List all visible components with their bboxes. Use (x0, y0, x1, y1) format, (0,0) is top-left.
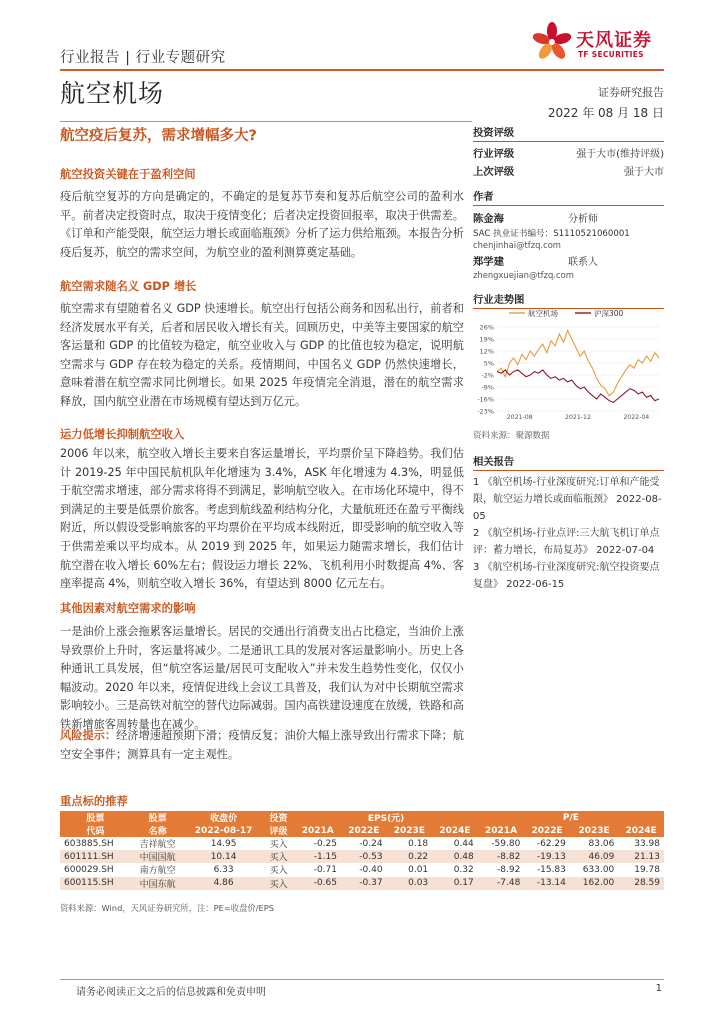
y-tick-label: 19% (479, 335, 494, 344)
y-tick-label: 12% (479, 347, 494, 356)
cell-value: -59.80 (491, 838, 521, 849)
industry-rating-value: 强于大市(维持评级) (576, 149, 664, 160)
x-tick-label: 2021-08 (506, 414, 533, 421)
cell-value: 0.17 (432, 877, 478, 890)
y-tick-label: -9% (481, 383, 494, 392)
previous-rating-label: 上次评级 (473, 166, 515, 178)
th-eps: EPS(元) (294, 811, 477, 824)
legend-label-aviation: 航空机场 (528, 309, 558, 318)
title-divider (60, 121, 472, 122)
related-divider (473, 470, 664, 471)
risk-warning (60, 727, 464, 764)
th-sub: 2022E (524, 824, 570, 837)
related-header: 相关报告 (473, 456, 515, 468)
section-2 (60, 278, 464, 297)
cell-value: 0.44 (453, 838, 474, 849)
table-row (60, 877, 664, 890)
header-divider (60, 69, 664, 71)
cell-code: 601111.SH (60, 850, 131, 863)
th-sub: 2021A (294, 824, 341, 837)
cell-price: 10.14 (185, 850, 263, 863)
cell-value: 28.59 (618, 877, 664, 890)
cell-value: -0.71 (313, 864, 337, 875)
logo-text-cn: 天风证券 (576, 30, 652, 51)
x-tick-label: 2021-12 (565, 414, 591, 421)
th-sub: 2022-08-17 (185, 824, 263, 837)
cell-name: 中国国航 (131, 850, 185, 863)
cell-value: 0.03 (387, 877, 433, 890)
table-row (60, 863, 664, 876)
previous-rating-value: 强于大市 (624, 167, 664, 178)
section-heading: 运力低增长抑制航空收入 (60, 428, 185, 441)
cell-value: 0.48 (432, 850, 478, 863)
th-sub: 名称 (131, 824, 185, 837)
cell-value: -0.65 (294, 877, 341, 890)
related-block (473, 453, 664, 593)
cell-value: 633.00 (582, 864, 615, 875)
cell-value: 33.98 (634, 838, 660, 849)
risk-text: 经济增速超预期下滑；疫情反复；油价大幅上涨导致出行需求下降；航空安全事件；测算具有一定主观性。 (60, 729, 464, 761)
cell-value: -0.24 (359, 838, 383, 849)
report-date: 2022 年 08 月 18 日 (547, 106, 664, 120)
th-sub: 2024E (618, 824, 664, 837)
author-role: 联系人 (568, 257, 598, 268)
y-tick-label: 5% (483, 359, 494, 368)
y-tick-label: -2% (481, 371, 494, 380)
author-block (473, 188, 664, 280)
section-3 (60, 426, 464, 445)
logo (530, 18, 670, 70)
table-row (60, 837, 664, 850)
rating-block (473, 124, 664, 178)
logo-flower-icon (530, 20, 574, 64)
section-4 (60, 600, 464, 619)
section-1 (60, 166, 464, 185)
logo-text-en: TF SECURITIES (578, 50, 644, 59)
table-note: 资料来源：Wind，天风证券研究所，注：PE=收盘价/EPS (60, 903, 274, 913)
author-email[interactable]: chenjinhai@tfzq.com (473, 240, 561, 250)
cell-name: 吉祥航空 (139, 840, 176, 851)
report-type: 行业报告 | 行业专题研究 (60, 50, 226, 66)
y-tick-label: -23% (477, 407, 494, 416)
footer-divider (60, 979, 664, 980)
industry-rating-label: 行业评级 (473, 148, 515, 160)
th-sub: 2023E (570, 824, 618, 837)
cell-value: -8.92 (497, 864, 521, 875)
section-heading: 其他因素对航空需求的影响 (60, 602, 196, 615)
cell-code: 600029.SH (64, 864, 114, 875)
cell-value: -0.37 (341, 877, 387, 890)
section-heading: 航空需求随名义 GDP 增长 (60, 280, 197, 293)
th-rating: 投资 (263, 811, 295, 824)
cell-rating: 买入 (263, 850, 295, 863)
author-cert: SAC 执业证书编号：S1110521060001 (473, 229, 630, 239)
author-role: 分析师 (568, 214, 598, 225)
cell-rating: 买入 (269, 866, 288, 877)
section-text: 一是油价上涨会拖累客运量增长。居民的交通出行消费支出占比稳定，当油价上涨导致票价上升时，客运量将减少。二是通讯工具的发展对客运量影响小。历史上各种通讯工具发展，但“航空客运量/居民可支配收入”并未发生趋势性变化，仅仅小幅波动。2020 年以来，疫情促进线上会议工具普及，我们认为对中长期航空需求影响较小。三是高铁对航空的替代边际减弱。国内高铁建设速度在放缓，铁路和高铁新增旅客周转量也在减少。 (60, 625, 464, 731)
y-tick-label: 26% (479, 323, 494, 332)
footer-disclaimer[interactable]: 请务必阅读正文之后的信息披露和免责申明 (76, 987, 266, 998)
cell-value: 0.22 (387, 850, 433, 863)
cell-value: -0.25 (313, 838, 337, 849)
cell-value: 46.09 (570, 850, 618, 863)
th-sub: 2021A (478, 824, 525, 837)
cell-value: -0.53 (341, 850, 387, 863)
author-divider (473, 205, 664, 206)
table-row (60, 850, 664, 863)
stock-table (60, 811, 664, 890)
cell-name: 中国东航 (131, 877, 185, 890)
author-email[interactable]: zhengxuejian@tfzq.com (473, 270, 574, 280)
cell-name: 南方航空 (139, 866, 176, 877)
page-number: 1 (655, 983, 662, 994)
section-heading: 航空投资关键在于盈利空间 (60, 168, 196, 181)
cell-value: -15.83 (536, 864, 566, 875)
cell-value: -0.40 (359, 864, 383, 875)
report-title: 航空疫后复苏，需求增幅多大? (60, 128, 257, 144)
rating-header: 投资评级 (473, 127, 515, 139)
th-sub: 2023E (387, 824, 433, 837)
cell-value: 0.32 (453, 864, 474, 875)
author-header: 作者 (473, 191, 494, 203)
trend-chart-svg (473, 307, 664, 427)
cell-value: -19.13 (524, 850, 570, 863)
section-text: 航空需求有望随着名义 GDP 快速增长。航空出行包括公商务和因私出行，前者和经济发展水平有关，后者和居民收入增长有关。回顾历史，中美等主要国家的航空客运量和 GDP 的比值较为稳定，航空业收入与 GDP 的比值也较为稳定，说明航空需求与 GDP 存在较为稳定的关系。疫情期间，中国名义 GDP 仍然快速增长，意味着潜在航空需求同比例增长。如果 2025 年疫情完全消退，潜在的航空需求释放，国内航空业潜在市场规模有望达到万亿元。 (60, 302, 464, 408)
author-name: 郑学建 (473, 256, 504, 268)
cell-code: 603885.SH (64, 838, 114, 849)
th-sub: 评级 (263, 824, 295, 837)
th-price: 收盘价 (185, 811, 263, 824)
y-tick-label: -16% (477, 395, 494, 404)
th-code: 股票 (60, 811, 131, 824)
industry-title: 航空机场 (60, 79, 165, 108)
cell-price: 6.33 (213, 864, 234, 875)
th-pe: P/E (478, 811, 664, 824)
related-report[interactable]: 2 《航空机场-行业点评:三大航飞机订单点评：蓄力增长，布局复苏》 2022-07-04 (473, 528, 660, 556)
cell-value: 19.78 (634, 864, 660, 875)
cell-price: 4.86 (185, 877, 263, 890)
table-title: 重点标的推荐 (60, 795, 128, 808)
cell-value: 0.01 (408, 864, 429, 875)
cell-value: -62.29 (536, 838, 566, 849)
cell-value: 0.18 (408, 838, 429, 849)
section-text: 疫后航空复苏的方向是确定的，不确定的是复苏节奏和复苏后航空公司的盈利水平。前者决定投资时点，取决于疫情变化；后者决定投资回报率，取决于供需差。《订单和产能受限，航空运力增长或面临瓶颈》分析了运力供给瓶颈。本报告分析疫后复苏，航空的需求空间，为航空业的盈利测算奠定基础。 (60, 190, 464, 259)
legend-label-hs300: 沪深300 (594, 309, 624, 318)
table-header-row (60, 824, 664, 837)
th-name: 股票 (131, 811, 185, 824)
trend-chart (473, 307, 664, 427)
table-header-row (60, 811, 664, 824)
cell-value: 83.06 (588, 838, 615, 849)
trend-header: 行业走势图 (473, 294, 525, 306)
cell-rating: 买入 (269, 840, 288, 851)
cell-code: 600115.SH (60, 877, 131, 890)
chart-source: 资料来源：聚源数据 (473, 431, 550, 441)
risk-label: 风险提示： (60, 729, 117, 742)
cell-value: -8.82 (478, 850, 525, 863)
related-report[interactable]: 3 《航空机场-行业深度研究:航空投资要点复盘》 2022-06-15 (473, 562, 660, 590)
th-sub: 2022E (341, 824, 387, 837)
rating-divider (473, 141, 664, 142)
related-report[interactable]: 1 《航空机场-行业深度研究:订单和产能受限，航空运力增长或面临瓶颈》 2022-08-05 (473, 477, 662, 522)
x-tick-label: 2022-04 (623, 414, 650, 421)
cell-rating: 买入 (263, 877, 295, 890)
th-sub: 2024E (432, 824, 478, 837)
cell-value: 162.00 (570, 877, 618, 890)
cell-value: -13.14 (524, 877, 570, 890)
cell-value: 21.13 (618, 850, 664, 863)
cell-value: -7.48 (478, 877, 525, 890)
author-name: 陈金海 (473, 213, 504, 225)
th-sub: 代码 (60, 824, 131, 837)
cell-price: 14.95 (210, 838, 237, 849)
section-text: 2006 年以来，航空收入增长主要来自客运量增长，平均票价呈下降趋势。我们估计 2019-25 年中国民航机队年化增速为 3.4%，ASK 年化增速为 4.3%，明显低于航空需求增速，部分需求将得不到满足，影响航空收入。在市场化环境中，得不到满足的主要是低票价旅客。考虑到航线盈利结构分化，大量航班还在盈亏平衡线附近，所以假设受影响旅客的平均票价在平均成本线附近，即受影响的航空收入等于供需差乘以平均成本。从 2019 到 2025 年，如果运力随需求增长，我们估计航空潜在收入增长 60%左右；假设运力增长 22%、飞机利用小时数提高 4%、客座率提高 4%，则航空收入增长 36%，有望达到 8000 亿元左右。 (60, 447, 464, 591)
report-category: 证券研究报告 (598, 86, 664, 99)
cell-value: -1.15 (294, 850, 341, 863)
